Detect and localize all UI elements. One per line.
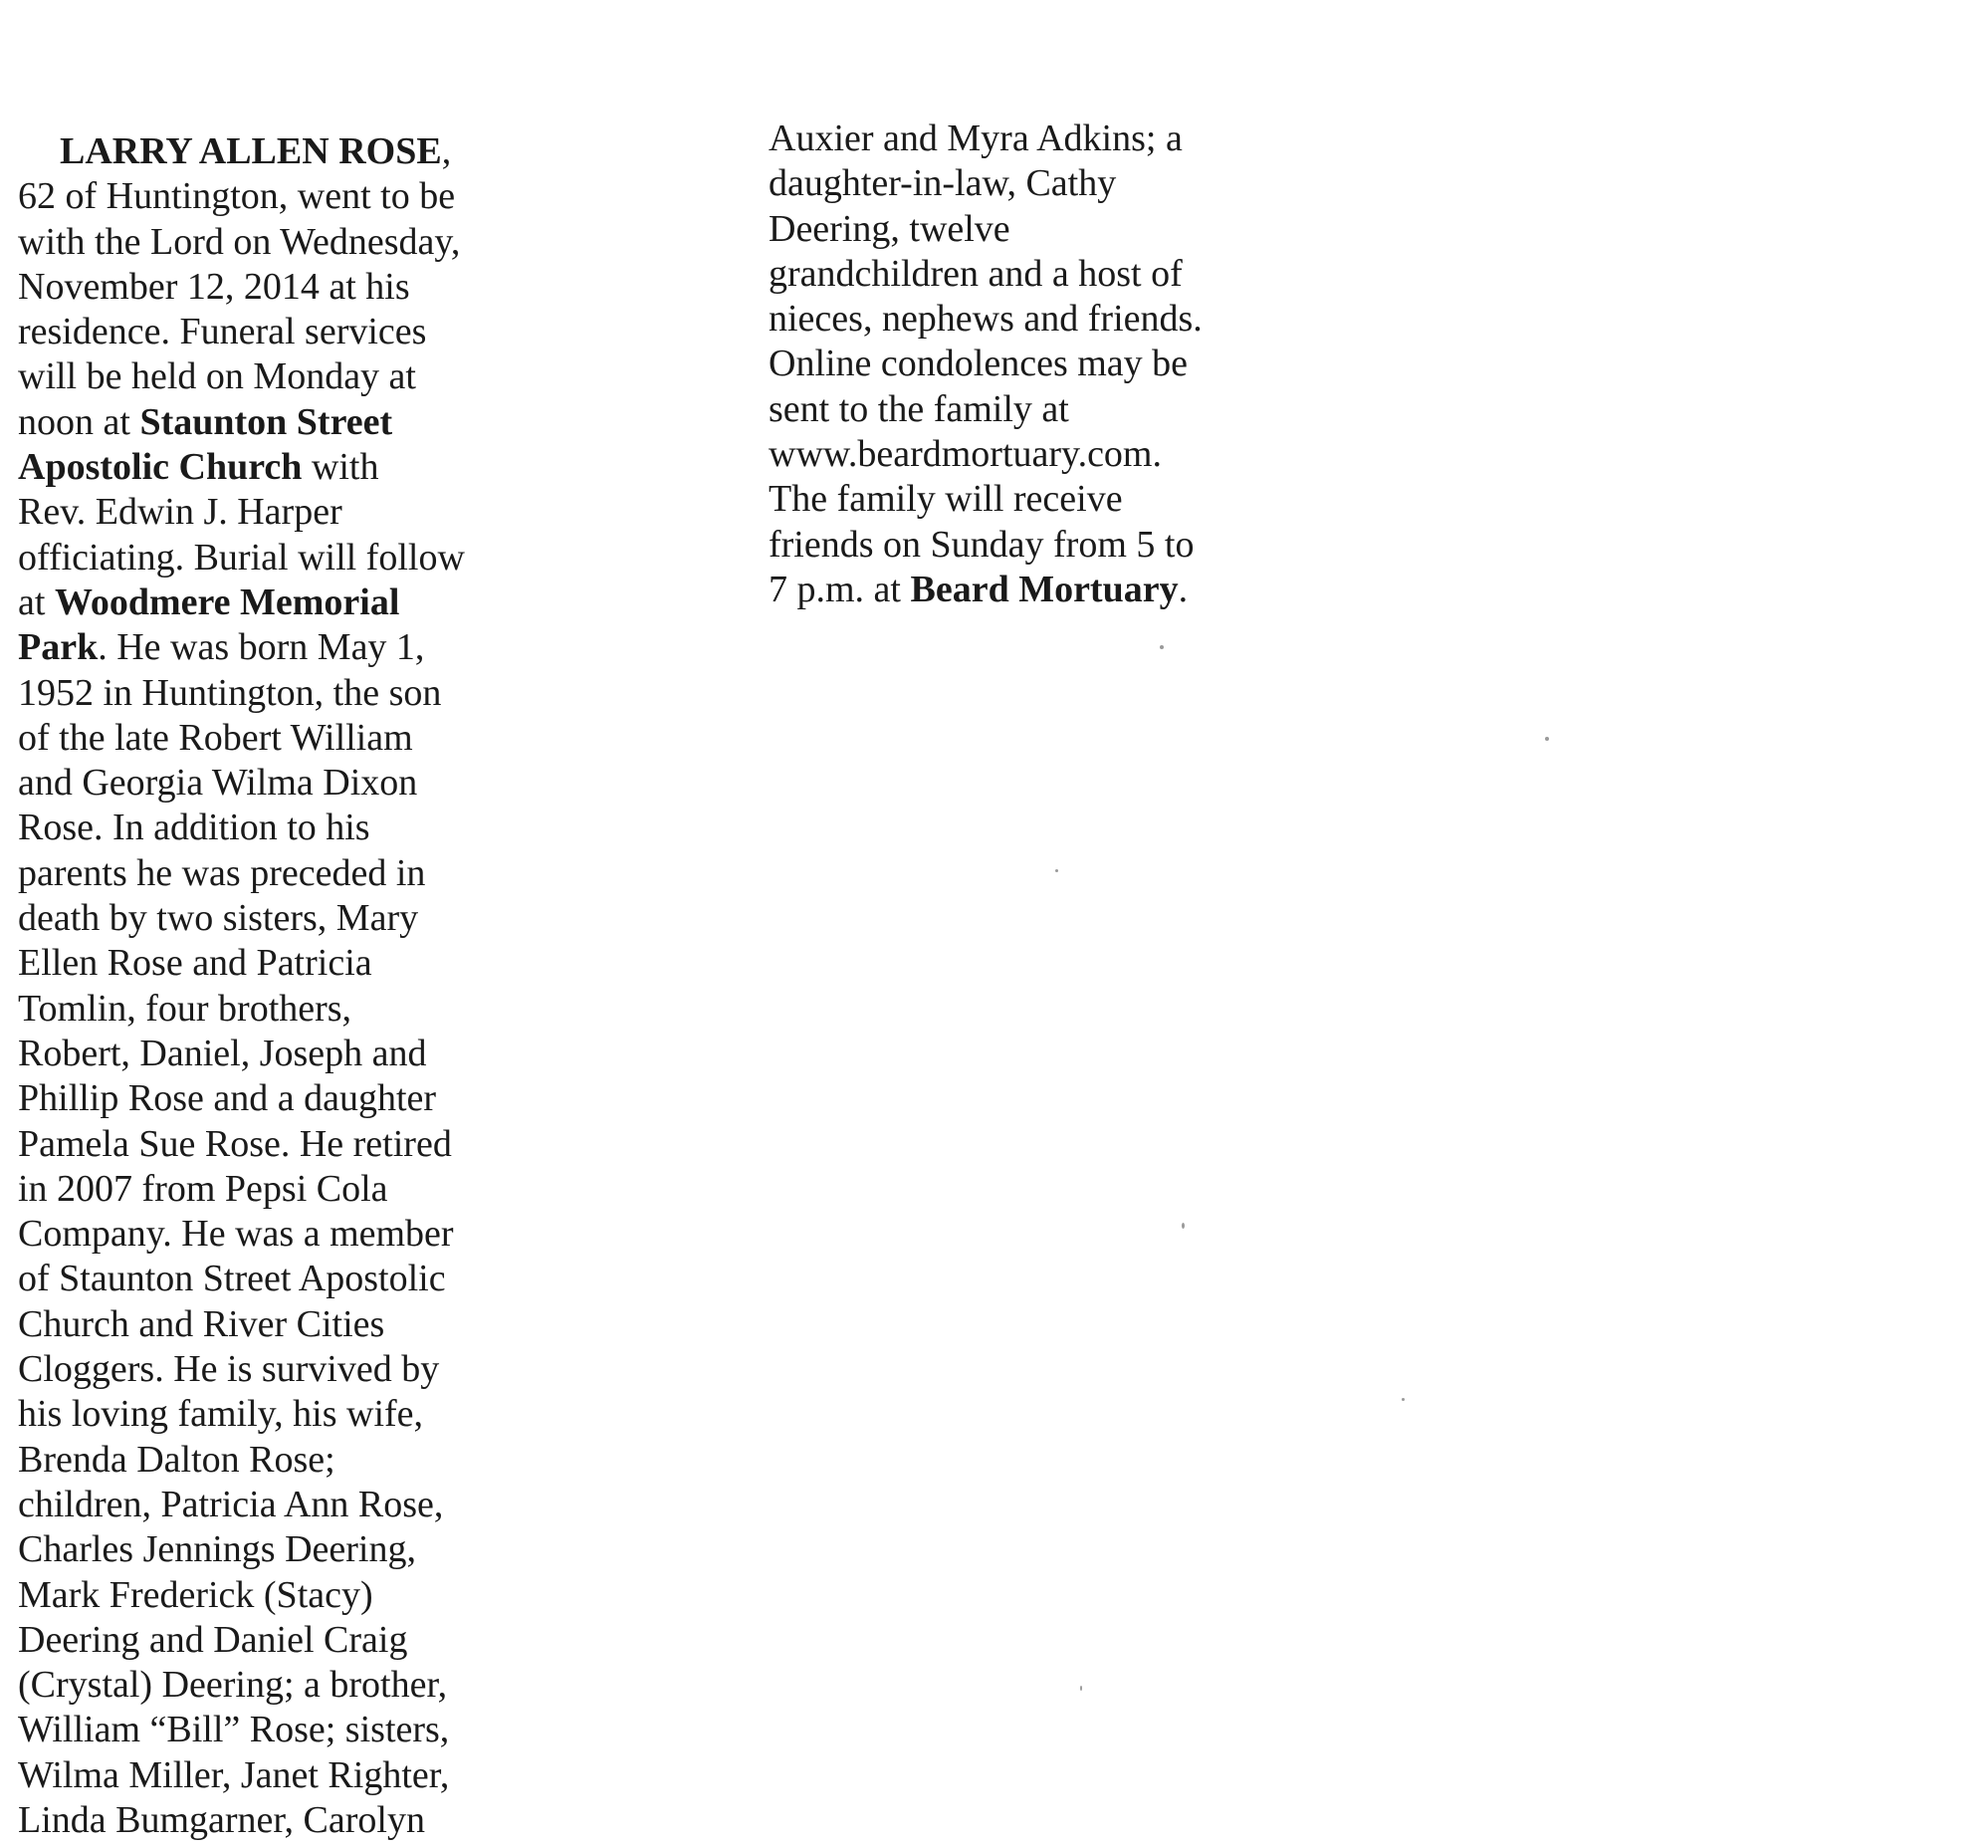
scan-speck	[1402, 1398, 1405, 1401]
text-line: William “Bill” Rose; sisters,	[18, 1709, 450, 1751]
text-line: and Georgia Wilma Dixon	[18, 762, 418, 805]
text-line	[18, 445, 465, 490]
obituary-column-2	[769, 116, 1203, 612]
text-line: grandchildren and a host of	[769, 252, 1183, 295]
text-line: 62 of Huntington, went to be	[18, 175, 456, 218]
text-line: friends on Sunday from 5 to	[769, 523, 1195, 566]
deceased-name: LARRY ALLEN ROSE	[60, 130, 442, 172]
text-line: (Crystal) Deering; a brother,	[18, 1664, 448, 1707]
text-line: Phillip Rose and a daughter	[18, 1077, 437, 1120]
text-line: Rose. In addition to his	[18, 807, 370, 849]
text-line: nieces, nephews and friends.	[769, 298, 1203, 341]
text-line: with the Lord on Wednesday,	[18, 220, 461, 263]
text-line: www.beardmortuary.com.	[769, 433, 1162, 476]
text-run: at	[18, 580, 55, 623]
text-line: Company. He was a member	[18, 1213, 454, 1256]
text-line: Deering and Daniel Craig	[18, 1618, 408, 1661]
text-line: 1952 in Huntington, the son	[18, 671, 442, 714]
text-line: sent to the family at	[769, 387, 1069, 430]
text-line: Church and River Cities	[18, 1302, 385, 1345]
text-line: residence. Funeral services	[18, 311, 427, 353]
text-line: Auxier and Myra Adkins; a	[769, 117, 1183, 159]
text-line: of the late Robert William	[18, 716, 413, 759]
text-line	[18, 580, 465, 625]
text-line	[18, 400, 465, 445]
text-line: Rev. Edwin J. Harper	[18, 491, 342, 534]
text-line: Ellen Rose and Patricia	[18, 942, 372, 985]
text-line	[18, 625, 465, 670]
mortuary-name: Beard Mortuary	[910, 568, 1179, 610]
text-line: daughter-in-law, Cathy	[769, 162, 1117, 205]
text-line: Wilma Miller, Janet Righter,	[18, 1753, 450, 1796]
text-line: Tomlin, four brothers,	[18, 987, 352, 1030]
scan-speck	[1055, 869, 1058, 872]
text-line: Pamela Sue Rose. He retired	[18, 1122, 452, 1165]
text-line: of Staunton Street Apostolic	[18, 1258, 446, 1300]
heading-comma: ,	[441, 130, 452, 172]
text-line: Robert, Daniel, Joseph and	[18, 1032, 427, 1074]
text-run: 7 p.m. at	[769, 568, 911, 610]
text-line: in 2007 from Pepsi Cola	[18, 1167, 388, 1210]
cemetery-name-part-2: Park	[18, 626, 99, 669]
text-line: his loving family, his wife,	[18, 1393, 424, 1436]
church-name-part-2: Apostolic Church	[18, 446, 303, 489]
text-line: The family will receive	[769, 478, 1123, 521]
church-name-part-1: Staunton Street	[139, 400, 393, 443]
text-line: children, Patricia Ann Rose,	[18, 1483, 444, 1525]
text-line: Cloggers. He is survived by	[18, 1348, 440, 1391]
scan-speck	[1080, 1686, 1082, 1691]
text-line: Brenda Dalton Rose;	[18, 1438, 335, 1481]
text-line: will be held on Monday at	[18, 355, 416, 398]
scan-speck	[1182, 1223, 1185, 1229]
cemetery-name-part-1: Woodmere Memorial	[54, 580, 400, 623]
text-line: officiating. Burial will follow	[18, 536, 465, 578]
text-line: November 12, 2014 at his	[18, 265, 410, 308]
text-run: .	[1178, 568, 1189, 610]
text-run: noon at	[18, 400, 140, 443]
obituary-column-1	[18, 129, 465, 1843]
text-line: Mark Frederick (Stacy)	[18, 1573, 373, 1616]
text-line: Charles Jennings Deering,	[18, 1528, 416, 1571]
scan-speck	[1545, 737, 1549, 741]
text-line	[769, 568, 1203, 612]
scan-speck	[1160, 645, 1164, 649]
text-line: Online condolences may be	[769, 343, 1189, 385]
text-line: parents he was preceded in	[18, 851, 426, 894]
text-line: death by two sisters, Mary	[18, 897, 419, 940]
text-run: with	[302, 446, 379, 489]
text-line: Linda Bumgarner, Carolyn	[18, 1798, 425, 1841]
text-line: Deering, twelve	[769, 207, 1010, 250]
obituary-heading-line	[18, 129, 465, 174]
text-run: . He was born May 1,	[98, 626, 425, 669]
